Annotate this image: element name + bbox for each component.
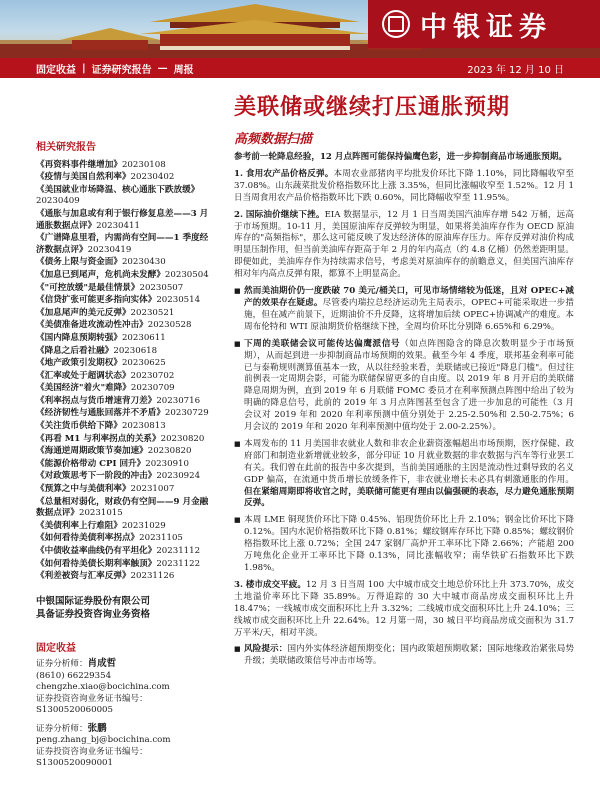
page-subtitle: 高频数据扫描 xyxy=(234,132,313,147)
related-report-title: 《经济韧性与通胀回落并不矛盾》 xyxy=(36,408,165,419)
related-report-item[interactable] xyxy=(36,346,216,358)
related-report-item[interactable] xyxy=(36,295,216,307)
related-report-date: 20230716 xyxy=(156,395,201,406)
analyst-license: 证券投资咨询业务证书编号：S1300520090001 xyxy=(36,746,148,769)
related-report-title: 《加息已到尾声，危机尚未发酵》 xyxy=(36,269,165,280)
related-report-title: 《地产政策引发期权》 xyxy=(36,358,122,369)
analyst-role: 证券分析师： xyxy=(36,723,88,734)
page-title: 美联储或继续打压通胀预期 xyxy=(234,95,511,120)
related-report-title: 《加息尾声的美元反弹》 xyxy=(36,307,131,318)
bullet-conclusion: 但在紧缩周期即将收官之时，美联储可能更有理由以偏强硬的表态，尽力避免通胀预期反弹。 xyxy=(244,486,574,509)
related-report-title: 《"可控放缓"是最佳情景》 xyxy=(36,282,140,293)
related-report-item[interactable] xyxy=(36,160,216,172)
section-number: 3. xyxy=(234,579,243,590)
related-report-date: 20230507 xyxy=(139,282,184,293)
related-report-date: 20231105 xyxy=(139,533,183,544)
related-report-item[interactable] xyxy=(36,308,216,320)
boc-logo-icon xyxy=(382,10,410,38)
related-reports-heading: 相关研究报告 xyxy=(36,142,96,153)
related-report-title: 《美国就业市场降温、核心通胀下跌放缓》 xyxy=(36,184,200,195)
related-report-date: 20230514 xyxy=(156,295,201,306)
analyst-role: 证券分析师： xyxy=(36,659,88,670)
related-report-title: 《预算之中与美债利率》 xyxy=(36,484,131,495)
related-report-title: 《债务上限与资金面》 xyxy=(36,257,122,268)
related-report-date: 20230521 xyxy=(130,307,175,318)
related-report-title: 《再资料事件继增加》 xyxy=(36,159,122,170)
related-report-title: 《利率拐点与货币增速背刀差》 xyxy=(36,395,157,406)
analyst-name: 张鹏 xyxy=(87,722,107,734)
report-body xyxy=(234,152,574,673)
related-report-item[interactable] xyxy=(36,185,216,208)
lead-summary: 参考前一轮降息经验，12 月点阵图可能保持偏鹰色彩，进一步抑制商品市场通胀预期。 xyxy=(234,152,567,162)
section-number: 1. xyxy=(234,168,243,179)
related-report-title: 《能源价格带动 CPI 回升》 xyxy=(36,458,146,469)
related-report-date: 20231015 xyxy=(78,508,123,519)
section-food-prices xyxy=(234,169,574,205)
related-report-title: 《降息之后看社融》 xyxy=(36,345,114,356)
separator: | xyxy=(82,62,86,74)
related-report-item[interactable] xyxy=(36,209,216,232)
analyst-card xyxy=(36,658,216,717)
risk-warning xyxy=(234,644,574,668)
related-report-item[interactable] xyxy=(36,383,216,395)
related-report-title: 《美国经济"着火"难降》 xyxy=(36,383,131,394)
analyst-phone: (8610) 66229354 xyxy=(36,670,112,681)
brand-name: 中银证券 xyxy=(420,11,552,43)
related-report-item[interactable] xyxy=(36,408,216,420)
related-report-date: 20230618 xyxy=(113,345,158,356)
related-report-title: 《疫情与美国自然利率》 xyxy=(36,172,131,183)
related-report-date: 20231112 xyxy=(156,546,201,556)
related-report-date: 20230709 xyxy=(130,383,175,394)
section-heading: 国际油价继续下挫。 xyxy=(245,209,325,220)
section-property xyxy=(234,580,574,640)
section-text: EIA 数据显示，12 月 1 日当周美国汽油库存增 542 万桶，远高于市场预期。10-11 月，美国原油库存反弹较为明显，如果将美油库存作为 OECD 原油库存的"高频指标"，那么这可能反映了发达经济体的原油库存压力。库存反弹对油价构成明显压制作用，但当前美油库存距高于年 2 月的年内高点（约 4.8 亿桶）仍然差距明显。即便如此，美油库存作为持续需求信号，考虑美对原油库存的前瞻意义，但美国汽油库存相对年内高点反弹有限，都算不上明显高企。 xyxy=(234,209,574,280)
related-report-title: 《总量相对弱化，财政仍有空间——9 月金融数据点评》 xyxy=(36,496,209,519)
related-report-item[interactable] xyxy=(36,371,216,383)
related-report-item[interactable] xyxy=(36,559,216,571)
related-report-item[interactable] xyxy=(36,533,216,545)
report-period: 周报 xyxy=(173,64,194,76)
related-report-title: 《信贷扩张可能更多指向实体》 xyxy=(36,295,157,306)
related-report-item[interactable] xyxy=(36,270,216,282)
bullet-fed-meeting xyxy=(234,339,574,434)
related-report-item[interactable] xyxy=(36,320,216,332)
section-oil-prices xyxy=(234,210,574,281)
analyst-license: 证券投资咨询业务证书编号：S1300520060005 xyxy=(36,693,148,716)
header-banner xyxy=(0,0,600,58)
company-name: 中银国际证券股份有限公司 xyxy=(36,595,151,607)
sidebar xyxy=(36,142,216,776)
section-heading: 食用农产品价格反弹。 xyxy=(245,168,334,179)
related-report-item[interactable] xyxy=(36,446,216,458)
related-report-date: 20231126 xyxy=(130,571,175,582)
company-info xyxy=(36,595,216,621)
related-report-date: 20230910 xyxy=(145,458,189,469)
related-report-date: 20230528 xyxy=(147,320,192,331)
bullet-opec xyxy=(234,286,574,334)
related-report-item[interactable] xyxy=(36,421,216,433)
related-report-title: 《美债准备进攻流动性冲击》 xyxy=(36,320,148,331)
report-date: 2023 年 12 月 10 日 xyxy=(467,64,564,76)
company-qualification: 具备证券投资咨询业务资格 xyxy=(36,608,151,620)
report-category: 固定收益 xyxy=(36,64,76,76)
related-report-title: 《通胀与加息或有利于银行修复息差——3 月通胀数据点评》 xyxy=(36,208,209,231)
related-report-title: 《汇率或处于超调状态》 xyxy=(36,370,131,381)
related-report-item[interactable] xyxy=(36,257,216,269)
related-report-date: 20231029 xyxy=(121,520,166,531)
bullet-text: 尽管委内瑞拉总经济运动先主局表示，OPEC+可能采取进一步措施，但在减产前景下，近期油价不升反降，这将增加后续 OPEC+协调减产的难度。本周布伦特和 WTI 原油期货价格继续下挫，全周均价环比分别降 6.65%和 6.29%。 xyxy=(244,297,574,332)
related-report-title: 《关注货币供给下降》 xyxy=(36,421,122,432)
related-report-item[interactable] xyxy=(36,172,216,184)
related-report-date: 20230411 xyxy=(96,220,140,231)
related-report-title: 《美债利率上行难阻》 xyxy=(36,520,122,531)
related-report-date: 20230108 xyxy=(121,159,166,170)
bullet-metals xyxy=(234,515,574,575)
bullet-heading: 然而美油期价仍一度跌破 70 美元/桶关口，可见市场情绪较为低迷，且对 OPEC+减产的效果存在疑虑。 xyxy=(244,286,574,308)
related-report-title: 《如何看待美债利率拐点》 xyxy=(36,533,140,544)
related-report-date: 20231007 xyxy=(130,484,175,495)
section-number: 2. xyxy=(234,209,243,220)
related-report-title: 《利差被资与汇率反弹》 xyxy=(36,571,131,582)
related-report-item[interactable] xyxy=(36,396,216,408)
related-report-item[interactable] xyxy=(36,546,216,558)
related-report-item[interactable] xyxy=(36,459,216,471)
related-report-date: 20230625 xyxy=(121,358,166,369)
related-report-item[interactable] xyxy=(36,434,216,446)
related-report-date: 20230504 xyxy=(164,269,209,280)
analysts-heading: 固定收益 xyxy=(36,642,76,654)
bullet-text: （如点阵图隐含的降息次数明显少于市场预期），从而起到进一步抑制商品市场预期的效果。截至今年 4 季度，联邦基金利率可能已与泰勒规则测算值基本一致，从以往经验来看，美联储或已接近"降息门槛"。但过往前例表一定周期会影，可能为联储保留更多的自由度。以 2019 年 8 月开启的美联储降息周期为例，直到 2019 年 6 月联储 FOMC 委员才在利率预测点阵图中给出了较为明确的降息信号，此前的 2019 年 3 月点阵图甚至包含了进一步加息的可能性（3 月会议对 2019 年和 2020 年利率预测中值分别处于 2.25-2.50%和 2.50-2.75%；6 月会议的 2019 年和 2020 年利率预测中值均处于 2.00-2.25%）。 xyxy=(244,338,574,433)
related-report-item[interactable] xyxy=(36,471,216,483)
related-report-item[interactable] xyxy=(36,484,216,496)
related-report-title: 《广谱降息里看，内需尚有空间——1 季度经济数据点评》 xyxy=(36,233,209,255)
bullet-heading: 下周的美联储会议可能传达偏鹰派信号 xyxy=(244,338,401,349)
bullet-text: 本周发布的 11 月美国非农就业人数和非农企业薪资涨幅超出市场预期，医疗保健、政府部门和制造业新增就业较多，部分印证 10 月就业数据的非农数据与汽车等行业罢工有关。我们曾在此前的报告中多次提到，当前美国通胀的主因是流动性过剩导致的名义 GDP 偏高，在流通中货币增长放缓条件下，非农就业增长未必具有刺激通胀的作用。 xyxy=(244,438,574,485)
report-info-bar xyxy=(0,58,600,78)
analyst-email[interactable]: peng.zhang_bj@bocichina.com xyxy=(36,735,171,746)
related-report-date: 20230924 xyxy=(156,471,201,482)
related-reports-list xyxy=(36,160,216,583)
related-report-date: 20230820 xyxy=(160,433,205,444)
related-report-item[interactable] xyxy=(36,571,216,583)
related-report-item[interactable] xyxy=(36,233,216,256)
related-report-date: 20230820 xyxy=(147,446,192,457)
section-text: 本周农业部猪肉平均批发价环比下降 1.10%，同比降幅收窄至 37.08%。山东蔬菜批发价格指数环比上涨 3.35%，但同比涨幅收窄至 1.52%。12 月 1 日当周食用农产品价格指数环比下跌 0.60%，同比降幅收窄至 11.95%。 xyxy=(234,168,574,203)
related-report-date: 20230702 xyxy=(130,370,175,381)
analyst-email[interactable]: chengzhe.xiao@bocichina.com xyxy=(36,682,170,693)
analyst-card xyxy=(36,723,216,770)
related-report-date: 20230409 xyxy=(36,196,80,207)
related-report-title: 《海通逆周期政策节奏加速》 xyxy=(36,446,148,457)
brand-logo xyxy=(368,0,600,48)
bullet-employment xyxy=(234,439,574,510)
related-report-item[interactable] xyxy=(36,497,216,520)
related-report-date: 20230729 xyxy=(164,408,209,419)
related-report-date: 20230430 xyxy=(121,257,166,268)
related-report-title: 《如何看待美债长期利率触顶》 xyxy=(36,558,157,569)
section-text: 12 月 3 日当周 100 大中城市成交土地总价环比上升 373.70%，成交土地溢价率环比下降 35.89%。万得追踪的 30 大中城市商品房成交面积环比上升 18.47%；一线城市成交面积环比上升 3.32%；二线城市成交面积环比上升 24.10%；三线城市成交面积环比上升 22.64%。12 月第一周，30 城日平均商品房成交面积为 31.7 万平米/天，相对平淡。 xyxy=(234,579,574,638)
related-report-title: 《再看 M1 与利率拐点的关系》 xyxy=(36,433,161,444)
related-report-item[interactable] xyxy=(36,283,216,295)
related-report-item[interactable] xyxy=(36,358,216,370)
related-report-date: 20231122 xyxy=(156,558,201,569)
bullet-text: 本周 LME 铜现货价环比下降 0.45%、铝现货价环比上升 2.10%；钢金比价环比下降 0.12%。国内水泥价格指数环比下降 0.81%；螺纹钢库存环比下降 0.85%；螺纹钢价格指数环比上涨 0.72%；全国 247 家钢厂高炉开工率环比下降 2.66%；产能超 200 万吨焦化企业开工率环比下降 0.13%，同比涨幅收窄；南华铁矿石指数环比下跌 1.98%。 xyxy=(244,515,574,573)
related-report-date: 20230419 xyxy=(87,244,132,255)
related-report-date: 20230402 xyxy=(130,172,175,183)
risk-label: 风险提示： xyxy=(244,644,288,655)
related-report-date: 20230813 xyxy=(121,421,166,432)
risk-text: 国内外实体经济超预期变化；国内政策超预期收紧；国际地缘政治紧张局势升级；美联储政策信号冲击市场等。 xyxy=(244,644,574,667)
analyst-name: 肖成哲 xyxy=(87,658,117,670)
related-report-item[interactable] xyxy=(36,521,216,533)
report-type: 证券研究报告 xyxy=(91,64,152,76)
separator: — xyxy=(157,62,168,74)
related-report-date: 20230611 xyxy=(121,332,166,343)
related-report-title: 《国内降息预期转强》 xyxy=(36,332,122,343)
related-report-title: 《中债收益率曲线仍有平坦化》 xyxy=(36,546,157,556)
section-heading: 楼市成交平疲。 xyxy=(245,579,306,590)
related-report-item[interactable] xyxy=(36,333,216,345)
related-report-title: 《对政策思考下一阶段的冲击》 xyxy=(36,471,157,482)
